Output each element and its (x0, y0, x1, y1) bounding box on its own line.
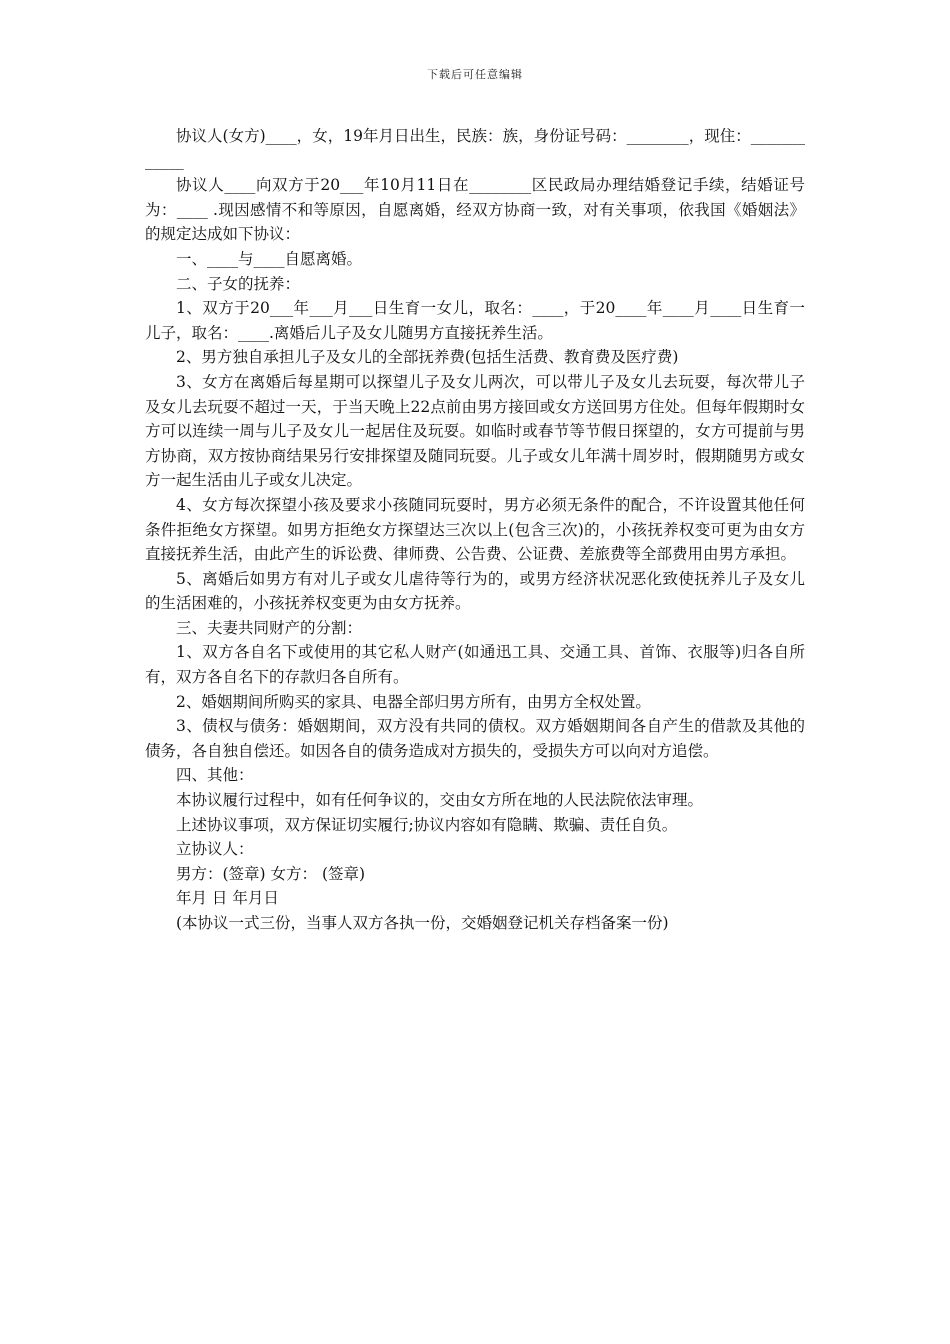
clause-2-3: 3、女方在离婚后每星期可以探望儿子及女儿两次，可以带儿子及女儿去玩耍，每次带儿子及女儿去玩耍不超过一天，于当天晚上22点前由男方接回或女方送回男方住处。但每年假期时女方可以连续一周与儿子及女儿一起居住及玩耍。如临时或春节等节假日探望的，女方可提前与男方协商，双方按协商结果另行安排探望及随同玩耍。儿子或女儿年满十周岁时，假期随男方或女方一起生活由儿子或女儿决定。 (145, 372, 805, 490)
section-4-heading: 四、其他： (176, 766, 254, 785)
paragraph-marriage-registration: 协议人____向双方于20___年10月11日在________区民政局办理结婚登记手续，结婚证号为：____ .现因感情不和等原因，自愿离婚，经双方协商一致，对有关事项，依我国《婚姻法》的规定达成如下协议： (145, 176, 805, 244)
clause-2-5: 5、离婚后如男方有对儿子或女儿虐待等行为的，或男方经济状况恶化致使抚养儿子及女儿的生活困难的，小孩抚养权变更为由女方抚养。 (145, 569, 805, 613)
copies-note: (本协议一式三份，当事人双方各执一份，交婚姻登记机关存档备案一份) (176, 914, 669, 932)
clause-2-2: 2、男方独自承担儿子及女儿的全部抚养费(包括生活费、教育费及医疗费) (176, 348, 679, 367)
clause-4-dispute: 本协议履行过程中，如有任何争议的，交由女方所在地的人民法院依法审理。 (176, 791, 704, 810)
clause-3-3: 3、债权与债务：婚姻期间，双方没有共同的债权。双方婚姻期间各自产生的借款及其他的债务，各自独自偿还。如因各自的债务造成对方损失的，受损失方可以向对方追偿。 (145, 717, 805, 760)
page-header-note: 下载后可任意编辑 (427, 68, 523, 81)
section-3-heading: 三、夫妻共同财产的分割： (176, 618, 363, 637)
paragraph-party-female: 协议人(女方)____，女，19年月日出生，民族：族，身份证号码：________，现住：____________ (145, 127, 805, 170)
section-1-heading: 一、____与____自愿离婚。 (176, 249, 363, 268)
clause-3-1: 1、双方各自名下或使用的其它私人财产(如通迅工具、交通工具、首饰、衣服等)归各自所有，双方各自名下的存款归各自所有。 (145, 643, 805, 687)
signature-line: 男方：(签章) 女方： (签章) (176, 864, 366, 883)
agreement-body (145, 124, 805, 936)
clause-3-2: 2、婚姻期间所购买的家具、电器全部归男方所有，由男方全权处置。 (176, 692, 651, 711)
clause-2-1: 1、双方于20___年___月___日生育一女儿，取名：____，于20____年____月____日生育一儿子，取名：____.离婚后儿子及女儿随男方直接抚养生活。 (145, 299, 805, 342)
section-2-heading: 二、子女的抚养： (176, 274, 301, 293)
clause-2-4: 4、女方每次探望小孩及要求小孩随同玩耍时，男方必须无条件的配合，不许设置其他任何条件拒绝女方探望。如男方拒绝女方探望达三次以上(包含三次)的，小孩抚养权变可更为由女方直接抚养生活，由此产生的诉讼费、律师费、公告费、公证费、差旅费等全部费用由男方承担。 (145, 495, 805, 564)
clause-4-guarantee: 上述协议事项，双方保证切实履行;协议内容如有隐瞒、欺骗、责任自负。 (176, 815, 678, 834)
signatories-label: 立协议人： (176, 840, 254, 859)
date-line: 年月 日 年月日 (176, 889, 279, 908)
